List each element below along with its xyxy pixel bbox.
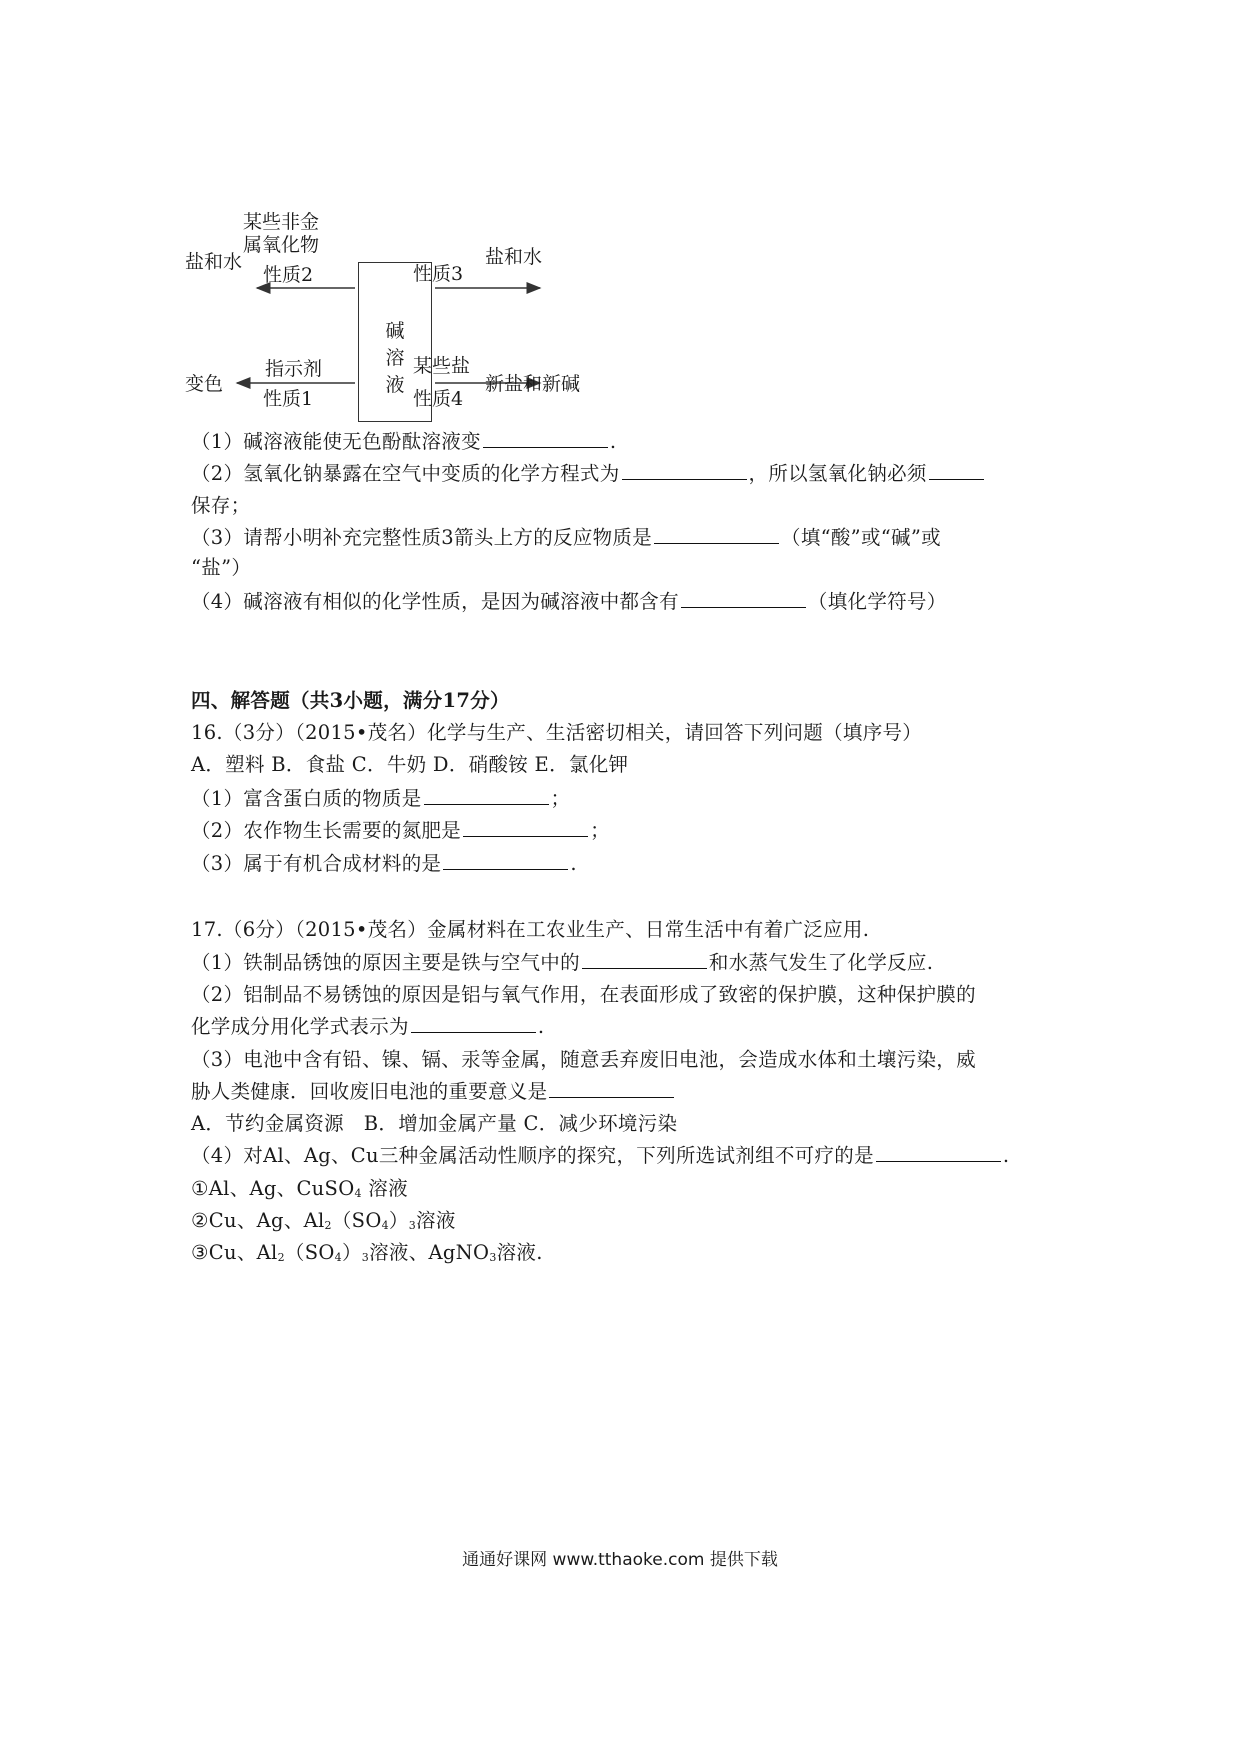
answer-blank[interactable] bbox=[622, 461, 747, 480]
punct: . bbox=[609, 430, 617, 453]
q17-stem: 17.（6分）（2015•茂名）金属材料在工农业生产、日常生活中有着广泛应用. bbox=[191, 918, 870, 941]
q17-part1-text-a: （1）铁制品锈蚀的原因主要是铁与空气中的 bbox=[191, 951, 580, 974]
option-text: ） bbox=[388, 1209, 409, 1232]
q15-part1 bbox=[191, 429, 616, 455]
subscript: 2 bbox=[277, 1251, 285, 1264]
q15-part1-text: （1）碱溶液能使无色酚酞溶液变 bbox=[191, 430, 481, 453]
q17-option-1 bbox=[191, 1176, 408, 1202]
q17-part3-cont bbox=[191, 1079, 676, 1105]
product-new-salt-base: 新盐和新碱 bbox=[485, 373, 581, 395]
subscript: 2 bbox=[324, 1219, 332, 1232]
q15-part2-text-a: （2）氢氧化钠暴露在空气中变质的化学方程式为 bbox=[191, 462, 620, 485]
q15-part3 bbox=[191, 525, 941, 551]
option-text: 溶液 bbox=[361, 1177, 408, 1200]
q15-part2 bbox=[191, 461, 986, 487]
q16-part2-text: （2）农作物生长需要的氮肥是 bbox=[191, 819, 462, 842]
q16-options: A．塑料 B．食盐 C．牛奶 D．硝酸铵 E．氯化钾 bbox=[191, 753, 629, 776]
option-text: 溶液、AgNO bbox=[369, 1241, 490, 1264]
q17-part3: （3）电池中含有铅、镍、镉、汞等金属，随意丢弃废旧电池，会造成水体和土壤污染，威 bbox=[191, 1048, 976, 1071]
page-footer: 通通好课网 www.tthaoke.com 提供下载 bbox=[462, 1550, 778, 1570]
q15-part3-cont bbox=[191, 555, 251, 581]
answer-blank[interactable] bbox=[443, 851, 568, 870]
option-text: （SO bbox=[284, 1241, 335, 1264]
reagent-nonmetal-oxide-1: 某些非金 bbox=[243, 211, 320, 233]
q17-option-2 bbox=[191, 1208, 456, 1234]
subscript: 4 bbox=[334, 1251, 342, 1264]
reagent-nonmetal-oxide-2: 属氧化物 bbox=[243, 234, 320, 256]
option-text: 溶液 bbox=[416, 1209, 456, 1232]
label-property-4: 性质4 bbox=[413, 388, 464, 410]
label-property-2: 性质2 bbox=[263, 264, 314, 286]
q17-part3-options: A．节约金属资源 B．增加金属产量 C．减少环境污染 bbox=[191, 1112, 678, 1135]
subscript: 4 bbox=[381, 1219, 389, 1232]
q17-part2-cont bbox=[191, 1014, 544, 1040]
punct: . bbox=[1002, 1144, 1010, 1167]
q17-part4-text: （4）对Al、Ag、Cu三种金属活动性顺序的探究，下列所选试剂组不可疗的是 bbox=[191, 1144, 874, 1167]
reagent-some-salts: 某些盐 bbox=[413, 355, 471, 377]
q17-part4 bbox=[191, 1143, 1009, 1169]
punct: ； bbox=[550, 787, 571, 810]
answer-blank[interactable] bbox=[876, 1143, 1001, 1162]
q16-part2 bbox=[191, 818, 610, 844]
subscript: 4 bbox=[354, 1187, 362, 1200]
answer-blank[interactable] bbox=[463, 818, 588, 837]
q17-part1-text-b: 和水蒸气发生了化学反应. bbox=[708, 951, 934, 974]
punct: . bbox=[537, 1015, 545, 1038]
answer-blank[interactable] bbox=[411, 1014, 536, 1033]
q17-part3-text-b: 胁人类健康．回收废旧电池的重要意义是 bbox=[191, 1080, 548, 1103]
subscript: 3 bbox=[489, 1251, 497, 1264]
q15-part3-text-c: “盐”） bbox=[191, 556, 252, 579]
product-salt-water-right: 盐和水 bbox=[485, 246, 543, 268]
product-color-change: 变色 bbox=[185, 373, 224, 395]
label-property-3: 性质3 bbox=[413, 263, 464, 285]
punct: ； bbox=[590, 819, 610, 842]
answer-blank[interactable] bbox=[549, 1079, 674, 1098]
q15-part2-cont bbox=[191, 493, 250, 519]
q15-part2-text-c: 保存； bbox=[191, 494, 251, 517]
option-text: ②Cu、Ag、Al bbox=[191, 1209, 325, 1232]
subscript: 3 bbox=[361, 1251, 370, 1264]
base-properties-diagram bbox=[185, 211, 665, 428]
q15-part4 bbox=[191, 589, 947, 615]
answer-blank[interactable] bbox=[424, 786, 549, 805]
option-text: ） bbox=[341, 1241, 362, 1264]
option-text: 溶液. bbox=[496, 1241, 543, 1264]
q15-part4-text-b: （填化学符号） bbox=[807, 590, 947, 613]
answer-blank[interactable] bbox=[654, 525, 779, 544]
q16-stem: 16.（3分）（2015•茂名）化学与生产、生活密切相关，请回答下列问题（填序号） bbox=[191, 721, 923, 744]
box-char-1: 碱 bbox=[385, 320, 405, 342]
section-title: 四、解答题（共3小题，满分17分） bbox=[191, 689, 510, 712]
q16-part1-text: （1）富含蛋白质的物质是 bbox=[191, 787, 422, 810]
label-property-1: 性质1 bbox=[263, 388, 314, 410]
q15-part2-text-b: ，所以氢氧化钠必须 bbox=[748, 462, 927, 485]
q17-part1 bbox=[191, 950, 933, 976]
option-text: （SO bbox=[331, 1209, 382, 1232]
q17-part2: （2）铝制品不易锈蚀的原因是铝与氧气作用，在表面形成了致密的保护膜，这种保护膜的 bbox=[191, 983, 976, 1006]
q17-option-3 bbox=[191, 1240, 543, 1266]
option-text: ③Cu、Al bbox=[191, 1241, 278, 1264]
q15-part4-text-a: （4）碱溶液有相似的化学性质，是因为碱溶液中都含有 bbox=[191, 590, 679, 613]
box-char-2: 溶 bbox=[385, 347, 405, 369]
box-char-3: 液 bbox=[385, 374, 405, 396]
q17-part2-text-b: 化学成分用化学式表示为 bbox=[191, 1015, 409, 1038]
product-salt-water-left: 盐和水 bbox=[185, 251, 243, 273]
answer-blank[interactable] bbox=[582, 950, 707, 969]
reagent-indicator: 指示剂 bbox=[265, 358, 323, 380]
q15-part3-text-a: （3）请帮小明补充完整性质3箭头上方的反应物质是 bbox=[191, 526, 653, 549]
q15-part3-text-b: （填“酸”或“碱”或 bbox=[781, 526, 941, 549]
q16-part3 bbox=[191, 851, 577, 877]
q16-part3-text: （3）属于有机合成材料的是 bbox=[191, 852, 442, 875]
answer-blank[interactable] bbox=[681, 589, 806, 608]
punct: . bbox=[570, 852, 577, 875]
q16-part1 bbox=[191, 786, 570, 812]
subscript: 3 bbox=[408, 1219, 417, 1232]
option-text: ①Al、Ag、CuSO bbox=[191, 1177, 355, 1200]
answer-blank[interactable] bbox=[483, 429, 608, 448]
answer-blank[interactable] bbox=[929, 461, 984, 480]
